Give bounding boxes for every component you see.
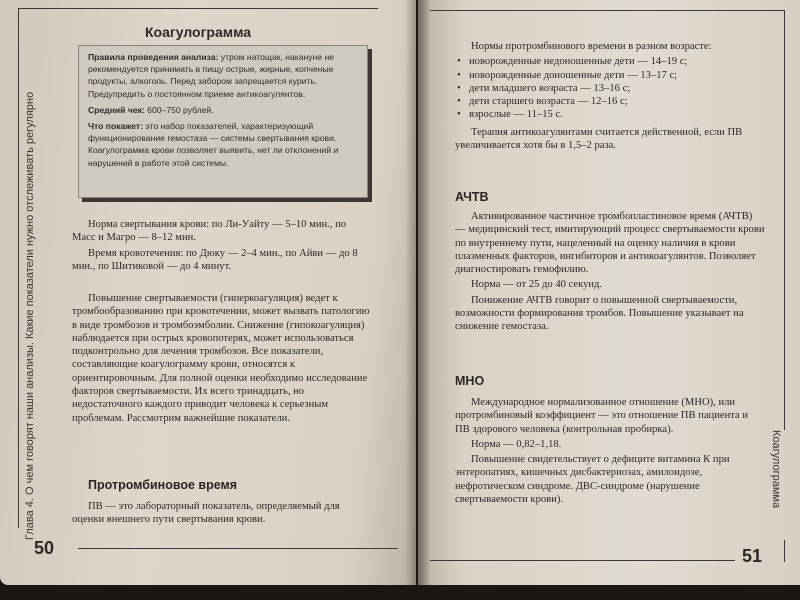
therapy-paragraph: Терапия антикоагулянтами считается действенной, если ПВ увеличивается хотя бы в 1,5–2 раза. — [455, 126, 743, 152]
left-running-header: Глава 4. О чем говорят наши анализы. Какие показатели нужно отслеживать регулярно — [24, 91, 36, 540]
left-frame-top — [18, 8, 378, 9]
mno-up-paragraph: Повышение свидетельствует о дефиците витамина К при энтеропатиях, кишечных дисбактериозах, амилоидозе, нефротическом синдроме. ДВС-синдроме (нарушение свертываемости крови). — [455, 454, 730, 506]
rules-label: Правила проведения анализа: — [88, 52, 219, 62]
achtv-norm-paragraph: Норма — от 25 до 40 секунд. — [471, 279, 603, 291]
shows-paragraph — [88, 120, 358, 169]
left-body-top — [72, 218, 372, 275]
right-body-mno — [455, 396, 765, 508]
rules-paragraph — [88, 51, 358, 100]
right-frame-bottom — [430, 560, 735, 561]
right-body-top — [455, 40, 765, 154]
left-body-main — [72, 292, 372, 427]
section-title: Коагулограмма — [145, 24, 252, 40]
norm-clotting-paragraph: Норма свертывания крови: по Ли-Уайту — 5–10 мин., по Масс и Магро — 8–12 мин. — [72, 219, 347, 244]
list-item: • дети младшего возраста — 13–16 с; — [455, 82, 765, 95]
book-gutter — [405, 0, 431, 585]
main-paragraph: Повышение свертываемости (гиперкоагуляция) ведет к тромбообразованию при кровотечении, может вызвать патологию в виде тромбозов и тромбоэмболии. Снижение (гипокоагуляция) наблюдается при острых кровопотерях, может использоваться подконтрольно для лечения тромбозов. Все показатели, составляющие коагулограмму крови, относятся к ориентировочным. Для полной оценки необходимо исследование факторов свертываемости. Их всего тринадцать, но недостаточного каждого приводит человека к серьезным проблемам. Рассмотрим важнейшие показатели. — [72, 293, 370, 424]
right-running-header: Коагулограмма — [770, 430, 782, 509]
pv-paragraph: ПВ — это лабораторный показатель, определяемый для оценки внешнего пути свертывания крови. — [72, 501, 340, 526]
achtv-paragraph: Активированное частичное тромбопластиновое время (АЧТВ) — медицинский тест, имитирующий процесс свертываемости крови по внутреннему пути, нацеленный на оценку наличия в крови плазменных факторов, ингибиторов и антикоагулянтов. Позволяет диагностировать гемофилию. — [455, 211, 765, 276]
list-item: • дети старшего возраста — 12–16 с; — [455, 95, 765, 108]
analysis-info-box — [78, 45, 368, 198]
left-frame-side — [18, 8, 19, 528]
rules-text: утром натощак, накануне не рекомендуется принимать в пищу острые, жирные, копченые продукты, алкоголь. Перед забором запрещается курить. Предупредить о постоянном приеме антикоагулянтов. — [88, 52, 335, 99]
shows-label: Что покажет: — [88, 121, 144, 132]
right-frame-top — [430, 10, 785, 11]
mno-norm-paragraph: Норма — 0,82–1,18. — [471, 438, 562, 450]
mno-paragraph: Международное нормализованное отношение (МНО), или протромбиновый коэффициент — это отношение ПВ пациента и ПВ здорового человека (контрольная пробирка). — [455, 397, 749, 435]
left-body-pv — [72, 500, 372, 529]
list-item: • взрослые — 11–15 с. — [455, 108, 765, 121]
list-item: • новорожденные доношенные дети — 13–17 с; — [455, 69, 765, 82]
right-frame-side — [784, 10, 785, 430]
right-page-number: 51 — [742, 546, 763, 566]
left-page-number: 50 — [34, 538, 55, 558]
pv-norms-intro: Нормы протромбинового времени в разном возрасте: — [471, 41, 712, 52]
heading-prothrombin-time: Протромбиновое время — [88, 478, 238, 492]
age-norms-list — [455, 55, 765, 121]
heading-achtv: АЧТВ — [455, 190, 489, 204]
list-item: • новорожденные недоношенные дети — 14–19 с; — [455, 55, 765, 68]
price-paragraph — [88, 104, 358, 116]
left-frame-bottom — [78, 548, 398, 549]
right-frame-side-low — [784, 540, 785, 562]
bleeding-time-paragraph: Время кровотечения: по Дюку — 2–4 мин., по Айви — до 8 мин., по Шитиковой — до 4 минут. — [72, 247, 358, 272]
shows-text: это набор показателей, характеризующий функционирование гемостаза — системы свертывания крови. Коагулограмма крови позволяет выявить, нет ли отклонений и нарушений в работе этой системы. — [88, 121, 339, 168]
right-body-achtv — [455, 210, 765, 336]
heading-mno: МНО — [455, 374, 485, 388]
price-label: Средний чек: — [88, 104, 145, 115]
price-text: 600–750 рублей. — [147, 104, 214, 115]
achtv-low-paragraph: Понижение АЧТВ говорит о повышенной свертываемости, возможности формирования тромбов. Повышение указывает на снижение гемостаза. — [455, 294, 744, 333]
